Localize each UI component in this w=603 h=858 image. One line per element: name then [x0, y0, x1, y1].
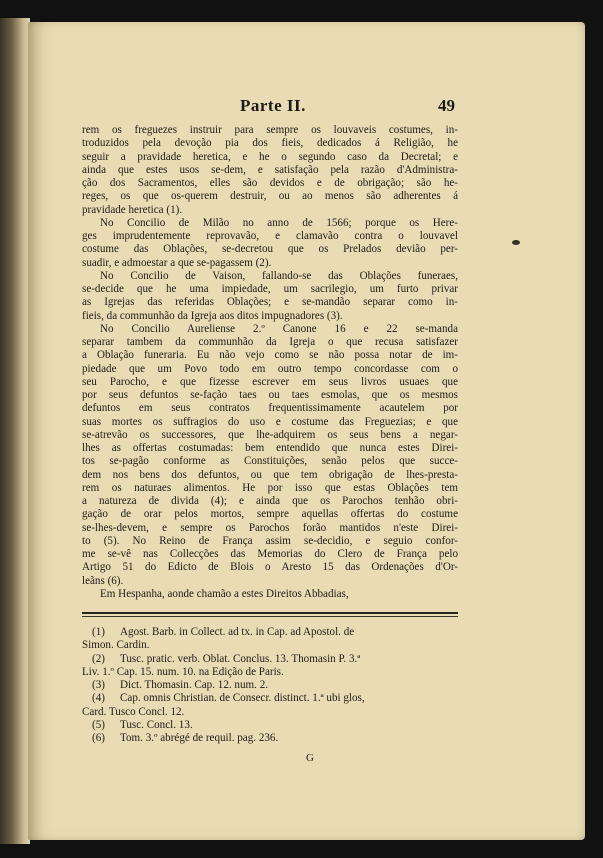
footnote — [82, 679, 458, 692]
text-line: fieis, da communhão da Igreja aos ditos impugnadores (3). — [82, 309, 343, 322]
footnote-text: Tom. 3.º abrégé de requil. pag. 236. — [120, 732, 279, 745]
footnote — [82, 732, 458, 745]
text-line: to (5). No Reino de França assim se-decidio, e seguio confor- — [82, 534, 458, 547]
text-line: No Concilio de Vaison, fallando-se das Oblações funeraes, — [100, 269, 458, 282]
text-line: rem os freguezes instruir para sempre os louvaveis costumes, in- — [82, 124, 458, 136]
footnote-divider — [82, 612, 458, 614]
text-line: se-decide que he uma impiedade, um sacrilegio, um furto privar — [82, 283, 458, 295]
footnote-mark: (6) — [92, 732, 105, 745]
text-line: tos se-pagão conforme as Constituições, senão pelos que succe- — [82, 455, 458, 468]
text-line: suas mortes os suffragios do uso e costume das Freguezias; e que — [82, 415, 458, 428]
text-line: piedade que um Povo todo em outro tempo concordasse com o — [82, 362, 458, 375]
running-head: Parte II. — [240, 96, 306, 115]
text-line: dem nos bens dos defuntos, ou que tem obrigação de lhes-presta- — [82, 468, 458, 481]
text-line: a natureza de divida (4); e ainda que os Parochos tenhão obri- — [82, 495, 458, 507]
footnote-mark: (3) — [92, 679, 105, 692]
page-header — [30, 96, 587, 120]
footnote-mark: (5) — [92, 719, 105, 732]
footnote-text: Agost. Barb. in Collect. ad tx. in Cap. ad Apostol. de — [120, 626, 355, 638]
text-line: gação de orar pelos mortos, sempre aquellas offertas do costume — [82, 508, 458, 521]
text-line: suadir, e admoestar a que se-pagassem (2). — [82, 256, 272, 269]
text-line: me se-vê nas Collecções das Memorias do Clero de França pelo — [82, 548, 458, 560]
page-number: 49 — [438, 96, 455, 115]
text-line: a Oblação funeraria. Eu não vejo como se não possa notar de im- — [82, 349, 458, 362]
text-line: Artigo 51 do Edicto de Blois o Aresto 15 das Ordenações d'Or- — [82, 561, 458, 574]
paper-spot — [512, 240, 520, 245]
footnote — [82, 653, 458, 666]
text-line: se-lhes-devem, e sempre os Parochos forão mantidos n'este Direi- — [82, 521, 458, 534]
footnote — [82, 626, 458, 639]
main-text — [82, 124, 458, 601]
footnote-mark: (1) — [92, 626, 105, 638]
text-line: ainda que estes usos se-dem, e satisfação pela razão d'Administra- — [82, 163, 458, 176]
footnote-mark: (4) — [92, 692, 105, 705]
footnote-text: Dict. Thomasin. Cap. 12. num. 2. — [120, 679, 269, 692]
text-line: reges, os que os-querem destruir, ou ao menos são adherentes á — [82, 190, 458, 203]
book-gutter-edge — [0, 18, 30, 844]
footnote-text: Tusc. Concl. 13. — [120, 719, 193, 732]
text-line: separar tambem da communhão da Igreja o que recusa satisfazer — [82, 336, 458, 348]
text-line: troduzidos pela devoção pia dos fieis, dedicados á Religião, he — [82, 137, 458, 150]
text-line: ção dos Sacramentos, elles são devidos e de obrigação; são he- — [82, 177, 458, 189]
footnote-mark: (2) — [92, 652, 105, 665]
text-line: No Concilio de Milão no anno de 1566; porque os Here- — [100, 216, 458, 229]
footnote-divider-thin — [82, 616, 458, 617]
text-line: se-atrevão os successores, que lhe-adquirem os seus bens a negar- — [82, 428, 458, 441]
text-line: rem os naturaes alimentos. He por isso que estas Oblações tem — [82, 481, 458, 494]
text-line: ges imprudentemente reprovavão, e clamavão contra o louvavel — [82, 230, 458, 242]
signature-mark: G — [306, 752, 314, 764]
footnote-continuation: Simon. Cardin. — [82, 639, 150, 652]
footnote — [82, 719, 458, 732]
footnote-text: Tusc. pratic. verb. Oblat. Conclus. 13. Thomasin P. 3.ª — [120, 652, 361, 665]
text-line: No Concilio Aureliense 2.º Canone 16 e 22 se-manda — [100, 322, 458, 335]
footnote-text: Cap. omnis Christian. de Consecr. distinct. 1.ª ubi glos, — [120, 692, 365, 705]
text-line: pravidade heretica (1). — [82, 203, 183, 216]
text-line: as Igrejas das referidas Oblações; e se-mandão separar como in- — [82, 296, 458, 309]
footnote — [82, 692, 458, 705]
text-line: por seus defuntos se-fação taes ou taes esmolas, que os mesmos — [82, 389, 458, 401]
text-line: Em Hespanha, aonde chamão a estes Direitos Abbadias, — [100, 587, 349, 600]
text-line: leãns (6). — [82, 574, 124, 587]
footnote-continuation: Liv. 1.º Cap. 15. num. 10. na Edição de Paris. — [82, 665, 284, 678]
text-line: lhes as offertas costumadas: bem entendido que nunca estes Direi- — [82, 442, 458, 454]
text-line: defuntos em seus contratos frequentissimamente acautelem por — [82, 402, 458, 415]
footnotes — [82, 626, 458, 746]
text-line: costume das Oblações, se-decretou que os Prelados devião per- — [82, 243, 458, 256]
text-line: seguir a pravidade heretica, e he o segundo caso da Decretal; e — [82, 150, 458, 163]
footnote-continuation: Card. Tusco Concl. 12. — [82, 705, 185, 718]
text-line: seu Parocho, e que fizesse escrever em seus livros usuaes que — [82, 375, 458, 388]
